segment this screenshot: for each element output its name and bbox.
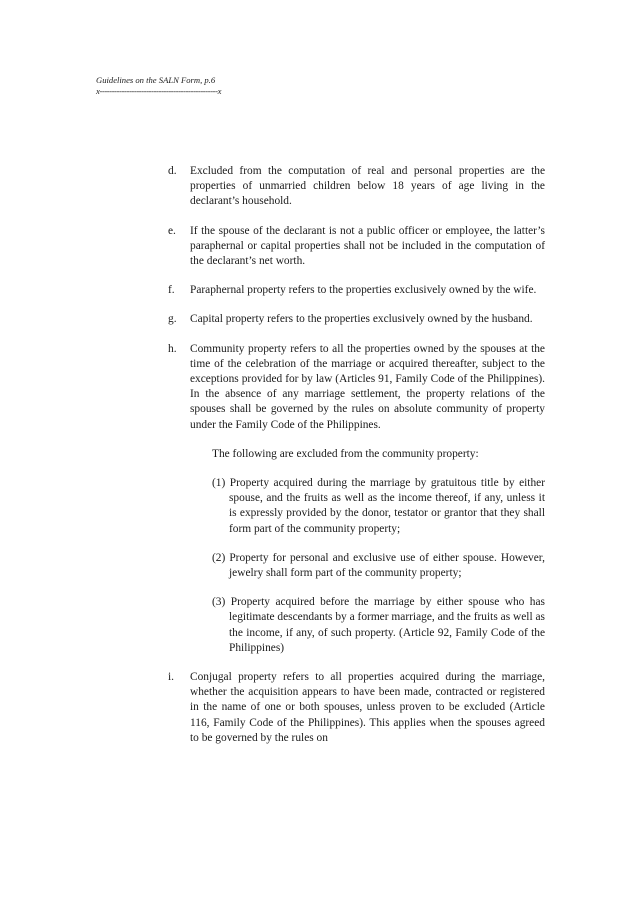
list-item-g	[168, 312, 545, 327]
community-exclusions-intro: The following are excluded from the community property:	[212, 447, 479, 460]
item-text: If the spouse of the declarant is not a public officer or employee, the latter’s paraphernal or capital properties shall not be included in the computation of the declarant’s net worth.	[190, 224, 545, 268]
list-item-h	[168, 342, 545, 433]
item-marker: d.	[168, 165, 177, 177]
sub-item-3: (3) Property acquired before the marriage by either spouse who has legitimate descendants by a former marriage, and the fruits as well as the income, if any, of such property. (Article 92, Family Code of the Philippines)	[212, 596, 545, 654]
item-text: Capital property refers to the properties exclusively owned by the husband.	[190, 313, 533, 326]
list-item-e	[168, 224, 545, 270]
body-text	[168, 164, 545, 760]
list-item-f	[168, 283, 545, 298]
item-marker: f.	[168, 284, 175, 297]
item-marker: e.	[168, 224, 176, 237]
item-marker: g.	[168, 313, 177, 326]
list-item-i	[168, 670, 545, 746]
item-marker: i.	[168, 671, 175, 684]
item-text: Conjugal property refers to all properties acquired during the marriage, whether the acquisition appears to have been made, contracted or registered in the name of one or both spouses, unless proven to be excluded (Article 116, Family Code of the Philippines). This applies when the spouses agreed to be governed by the rules on	[190, 671, 545, 744]
item-text: Paraphernal property refers to the properties exclusively owned by the wife.	[190, 284, 537, 297]
item-text: Community property refers to all the properties owned by the spouses at the time of the celebration of the marriage or acquired thereafter, subject to the exceptions provided for by law (Articles 91, Family Code of the Philippines). In the absence of any marriage settlement, the property relations of the spouses shall be governed by the rules on absolute community of property under the Family Code of the Philippines.	[190, 342, 545, 431]
list-item-d	[168, 164, 545, 210]
running-header: Guidelines on the SALN Form, p.6	[96, 75, 216, 85]
item-text: Excluded from the computation of real and personal properties are the properties of unmarried children below 18 years of age living in the declarant’s household.	[190, 165, 545, 208]
sub-item-2: (2) Property for personal and exclusive use of either spouse. However, jewelry shall form part of the community property;	[212, 551, 545, 580]
item-marker: h.	[168, 342, 177, 355]
header-rule: x------------------------------------------------x	[96, 86, 221, 96]
sub-item-1: (1) Property acquired during the marriage by gratuitous title by either spouse, and the fruits as well as the income thereof, if any, unless it is expressly provided by the donor, testator or grantor that they shall form part of the community property;	[212, 477, 545, 535]
